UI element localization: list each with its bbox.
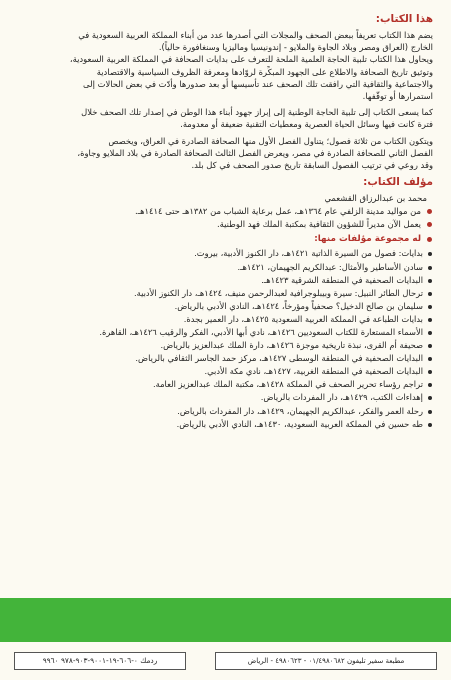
- list-item: [14, 365, 433, 378]
- bullet-icon: [427, 237, 432, 242]
- text-line: وتوثيق تاريخ الصحافة والاطلاع على الجهود المبكِّرة لروّادها ومعرفة الظروف السياسية والاقتصادية: [96, 66, 433, 77]
- bullet-icon: [427, 209, 432, 214]
- list-item: [14, 378, 433, 391]
- list-item: [14, 218, 433, 231]
- green-band: [0, 598, 451, 642]
- list-item: [14, 418, 433, 431]
- about-paragraph-2: [14, 106, 433, 130]
- text-line: الخارج (العراق ومصر وبلاد الجاوة والملايو - إندونيسيا وماليزيا وسنغافورة حالياً).: [158, 42, 433, 53]
- list-item-text: صحيفة أم القرى، نبذة تاريخية موجزة ١٤٢٦هـ، دارة الملك عبدالعزيز بالرياض.: [160, 340, 423, 351]
- list-item: [14, 300, 433, 313]
- bullet-icon: [428, 252, 432, 256]
- works-heading: [14, 233, 433, 246]
- list-item: [14, 313, 433, 326]
- author-name: محمد بن عبدالرزاق القشعمي: [324, 193, 427, 204]
- list-item-text: سادن الأساطير والأمثال: عبدالكريم الجهيمان، ١٤٢١هـ.: [237, 261, 423, 272]
- list-item: [14, 391, 433, 404]
- list-item-text: طه حسين في المملكة العربية السعودية، ١٤٣٠هـ، النادي الأدبي بالرياض.: [176, 418, 423, 429]
- list-item-text: بدايات الطباعة في المملكة العربية السعودية ١٤٢٥هـ، دار العمير بجدة.: [183, 313, 423, 324]
- about-paragraph-3: [14, 135, 433, 172]
- back-cover-text: [14, 10, 433, 431]
- bullet-icon: [428, 396, 432, 400]
- list-item-text: البدايات الصحفية في المنطقة الوسطى ١٤٢٧هـ، مركز حمد الجاسر الثقافي بالرياض.: [135, 353, 423, 364]
- text-line: وقد روعي في ترتيب الفصول السابقة تاريخ صدور الصحف في كل بلد.: [191, 160, 433, 171]
- bullet-icon: [428, 344, 432, 348]
- list-item: [14, 326, 433, 339]
- text-line: كما يسعى الكتاب إلى تلبية الحاجة الوطنية إلى إبراز جهود أبناء هذا الوطن في إصدار تلك الصحف خلال: [81, 107, 433, 118]
- bullet-icon: [428, 370, 432, 374]
- list-item-text: إهداءات الكتب، ١٤٢٩هـ، دار المفردات بالرياض.: [260, 392, 423, 403]
- bullet-icon: [428, 266, 432, 270]
- list-item: [14, 352, 433, 365]
- author-heading: مؤلف الكتاب:: [363, 176, 433, 189]
- text-line: فترة كانت فيها وسائل الحياة العصرية ومعطيات التقنية ضعيفة أو معدومة.: [180, 119, 433, 130]
- bullet-icon: [428, 331, 432, 335]
- works-heading-text: له مجموعة مؤلفات منها:: [314, 234, 421, 245]
- list-item: [14, 261, 433, 274]
- text-line: ويحاول هذا الكتاب تلبية الحاجة العلمية الملحة للتعرف على بدايات الصحافة في المملكة العربية السعودية،: [69, 54, 433, 65]
- isbn-box: ردمك ٠-٦٠٦-١٩-٩٠٠١-٩٠٣-٩٧٨ ٩٩٦٠: [14, 652, 186, 670]
- list-item: [14, 339, 433, 352]
- text-line: والاجتماعية والثقافية التي رافقت تلك الصحف عند تأسيسها أو بعد صدورها وأدّت في بعض الحالات إلى: [83, 78, 433, 89]
- about-heading: هذا الكتاب:: [375, 13, 433, 25]
- list-item: [14, 274, 433, 287]
- text-line: الفصل الثاني للصحافة الصادرة في مصر، ويعرض الفصل الثالث الصحافة الصادرة في بلاد الملايو وجاوة،: [77, 147, 433, 158]
- bullet-icon: [428, 423, 432, 427]
- text-line: ويتكون الكتاب من ثلاثة فصول؛ يتناول الفصل الأول منها الصحافة الصادرة في العراق، ويخصص: [108, 135, 433, 146]
- bullet-icon: [428, 318, 432, 322]
- list-item-text: الأسماء المستعارة للكتاب السعوديين ١٤٢٦هـ، نادي أبها الأدبي، الفكر والرقيب ١٤٢٦هـ، القاهرة.: [99, 326, 423, 337]
- about-paragraph-1: [14, 29, 433, 102]
- imprint-bar: [0, 642, 451, 680]
- text-line: يضم هذا الكتاب تعريفاً ببعض الصحف والمجلات التي أصدرها عدد من أبناء المملكة العربية السعودية في: [78, 30, 433, 40]
- printer-box: مطبعة سفير تليفون ٠١/٤٩٨٠٦٨٢ - ٤٩٨٠٦٢٣ - الرياض: [215, 652, 437, 670]
- list-item: [14, 205, 433, 218]
- bullet-icon: [428, 410, 432, 414]
- list-item: [14, 287, 433, 300]
- text-line: استمرارها أو توقّفها.: [362, 91, 433, 102]
- list-item-text: البدايات الصحفية في المنطقة الشرقية ١٤٢٣هـ.: [261, 274, 423, 285]
- list-item-text: يعمل الآن مديراً للشؤون الثقافية بمكتبة الملك فهد الوطنية.: [216, 218, 421, 229]
- list-item-text: تراجم رؤساء تحرير الصحف في المملكة ١٤٢٨هـ، مكتبة الملك عبدالعزيز العامة.: [153, 379, 423, 390]
- works-list: [14, 247, 433, 430]
- list-item-text: بدايات: فصول من السيرة الذاتية ١٤٢١هـ، دار الكنوز الأدبية، بيروت.: [194, 248, 423, 259]
- bullet-icon: [428, 383, 432, 387]
- bullet-icon: [427, 222, 432, 227]
- author-bio-list: [14, 205, 433, 230]
- list-item: [14, 247, 433, 260]
- list-item-text: سليمان بن صالح الدخيل؟ صحفياً ومؤرخاً، ١٤٢٤هـ، النادي الأدبي بالرياض.: [174, 300, 423, 311]
- list-item-text: ترحال الطائر النبيل: سيرة وبيبلوجرافية لعبدالرحمن منيف، ١٤٢٤هـ، دار الكنوز الأدبية.: [133, 287, 423, 298]
- list-item-text: رحلة العمر والفكر، عبدالكريم الجهيمان، ١٤٢٩هـ، دار المفردات بالرياض.: [177, 405, 423, 416]
- bullet-icon: [428, 305, 432, 309]
- list-item: [14, 405, 433, 418]
- bullet-icon: [428, 357, 432, 361]
- bullet-icon: [428, 279, 432, 283]
- list-item-text: من مواليد مدينة الزلفي عام ١٣٦٤هـ، عمل برعاية الشباب من ١٣٨٢هـ حتى ١٤١٤هـ.: [134, 206, 421, 217]
- bullet-icon: [428, 292, 432, 296]
- list-item-text: البدايات الصحفية في المنطقة الغربية، ١٤٢٧هـ، نادي مكة الأدبي.: [204, 366, 423, 377]
